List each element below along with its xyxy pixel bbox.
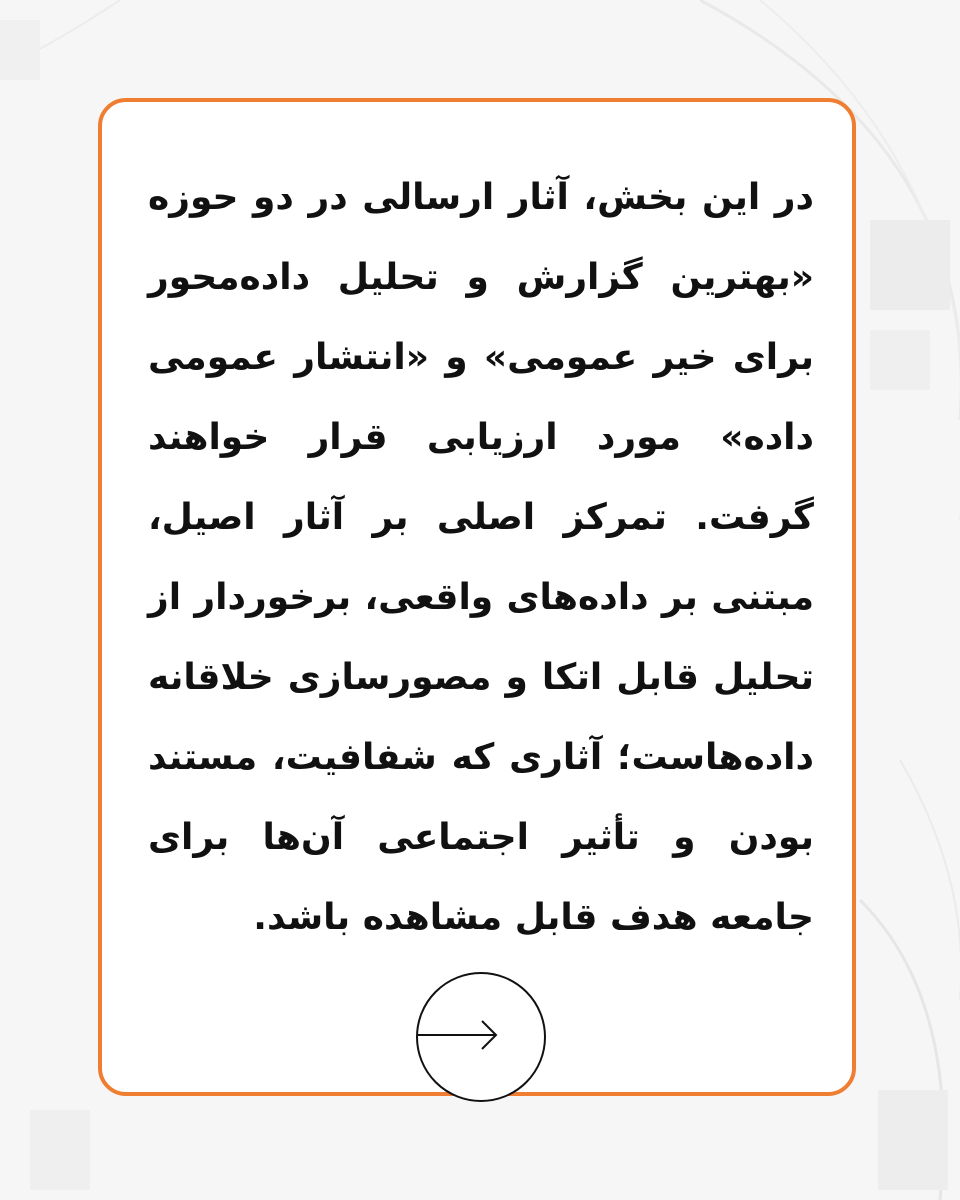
next-button[interactable] [416, 972, 546, 1102]
arrow-right-icon [418, 974, 544, 1100]
body-text: در این بخش، آثار ارسالی در دو حوزه «بهترین گزارش و تحلیل داده‌محور برای خیر عمومی» و «انتشار عمومی داده» مورد ارزیابی قرار خواهند گرفت. تمرکز اصلی بر آثار اصیل، مبتنی بر داده‌های واقعی، برخوردار از تحلیل قابل اتکا و مصورسازی خلاقانه داده‌هاست؛ آثاری که شفافیت، مستند بودن و تأثیر اجتماعی آن‌ها برای جامعه هدف قابل مشاهده باشد. [148, 177, 814, 938]
content-card [98, 98, 856, 1096]
